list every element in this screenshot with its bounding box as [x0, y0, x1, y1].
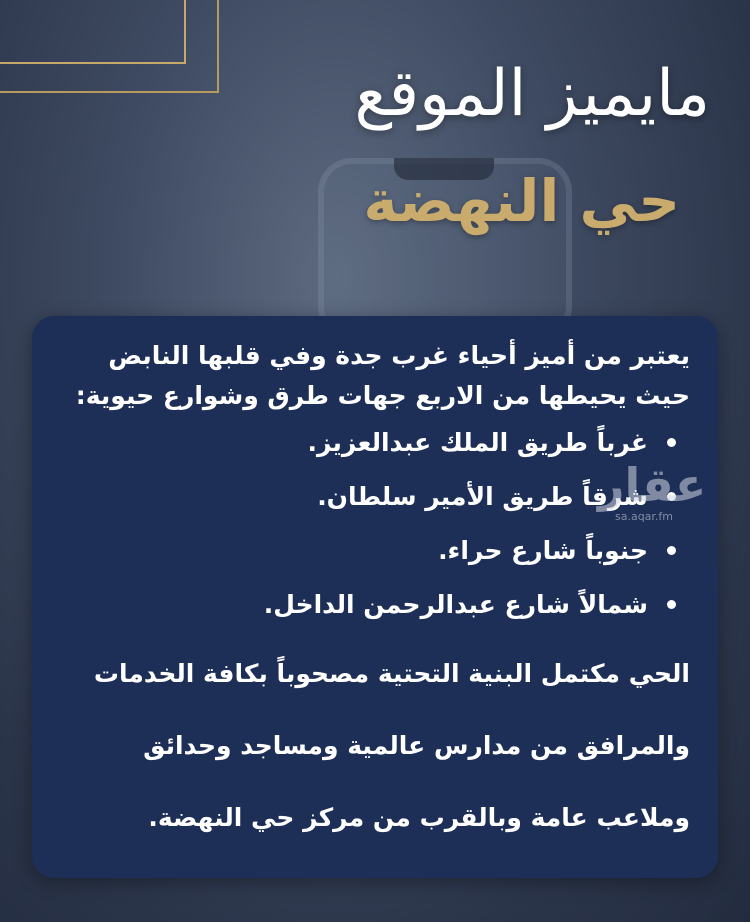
- list-item: [60, 416, 682, 470]
- watermark-url: sa.aqar.fm: [614, 510, 674, 523]
- list-item-text: غرباً طريق الملك عبدالعزيز.: [307, 428, 648, 457]
- intro-paragraph: يعتبر من أميز أحياء غرب جدة وفي قلبها النابض حيث يحيطها من الاربع جهات طرق وشوارع حيوية:: [75, 341, 690, 410]
- info-card: [32, 316, 718, 878]
- bullet-icon: [667, 600, 676, 609]
- list-item-text: شرقاً طريق الأمير سلطان.: [317, 482, 648, 511]
- aqar-watermark: [598, 458, 707, 523]
- list-item-text: جنوباً شارع حراء.: [438, 536, 648, 565]
- list-item: [60, 524, 682, 578]
- bullet-icon: [667, 438, 676, 447]
- list-item: [60, 578, 682, 632]
- streets-list: [60, 416, 682, 632]
- page-title: مايميز الموقع: [354, 57, 710, 131]
- list-item: [60, 470, 682, 524]
- page-subtitle: حي النهضة: [363, 167, 680, 235]
- list-item-text: شمالاً شارع عبدالرحمن الداخل.: [263, 590, 648, 619]
- decorative-frame-inner: [0, 0, 219, 93]
- outro-paragraph: الحي مكتمل البنية التحتية مصحوباً بكافة الخدمات والمرافق من مدارس عالمية ومساجد وحدائق وملاعب عامة وبالقرب من مركز حي النهضة.: [93, 659, 690, 832]
- watermark-logo: عقار: [598, 458, 707, 512]
- bullet-icon: [667, 546, 676, 555]
